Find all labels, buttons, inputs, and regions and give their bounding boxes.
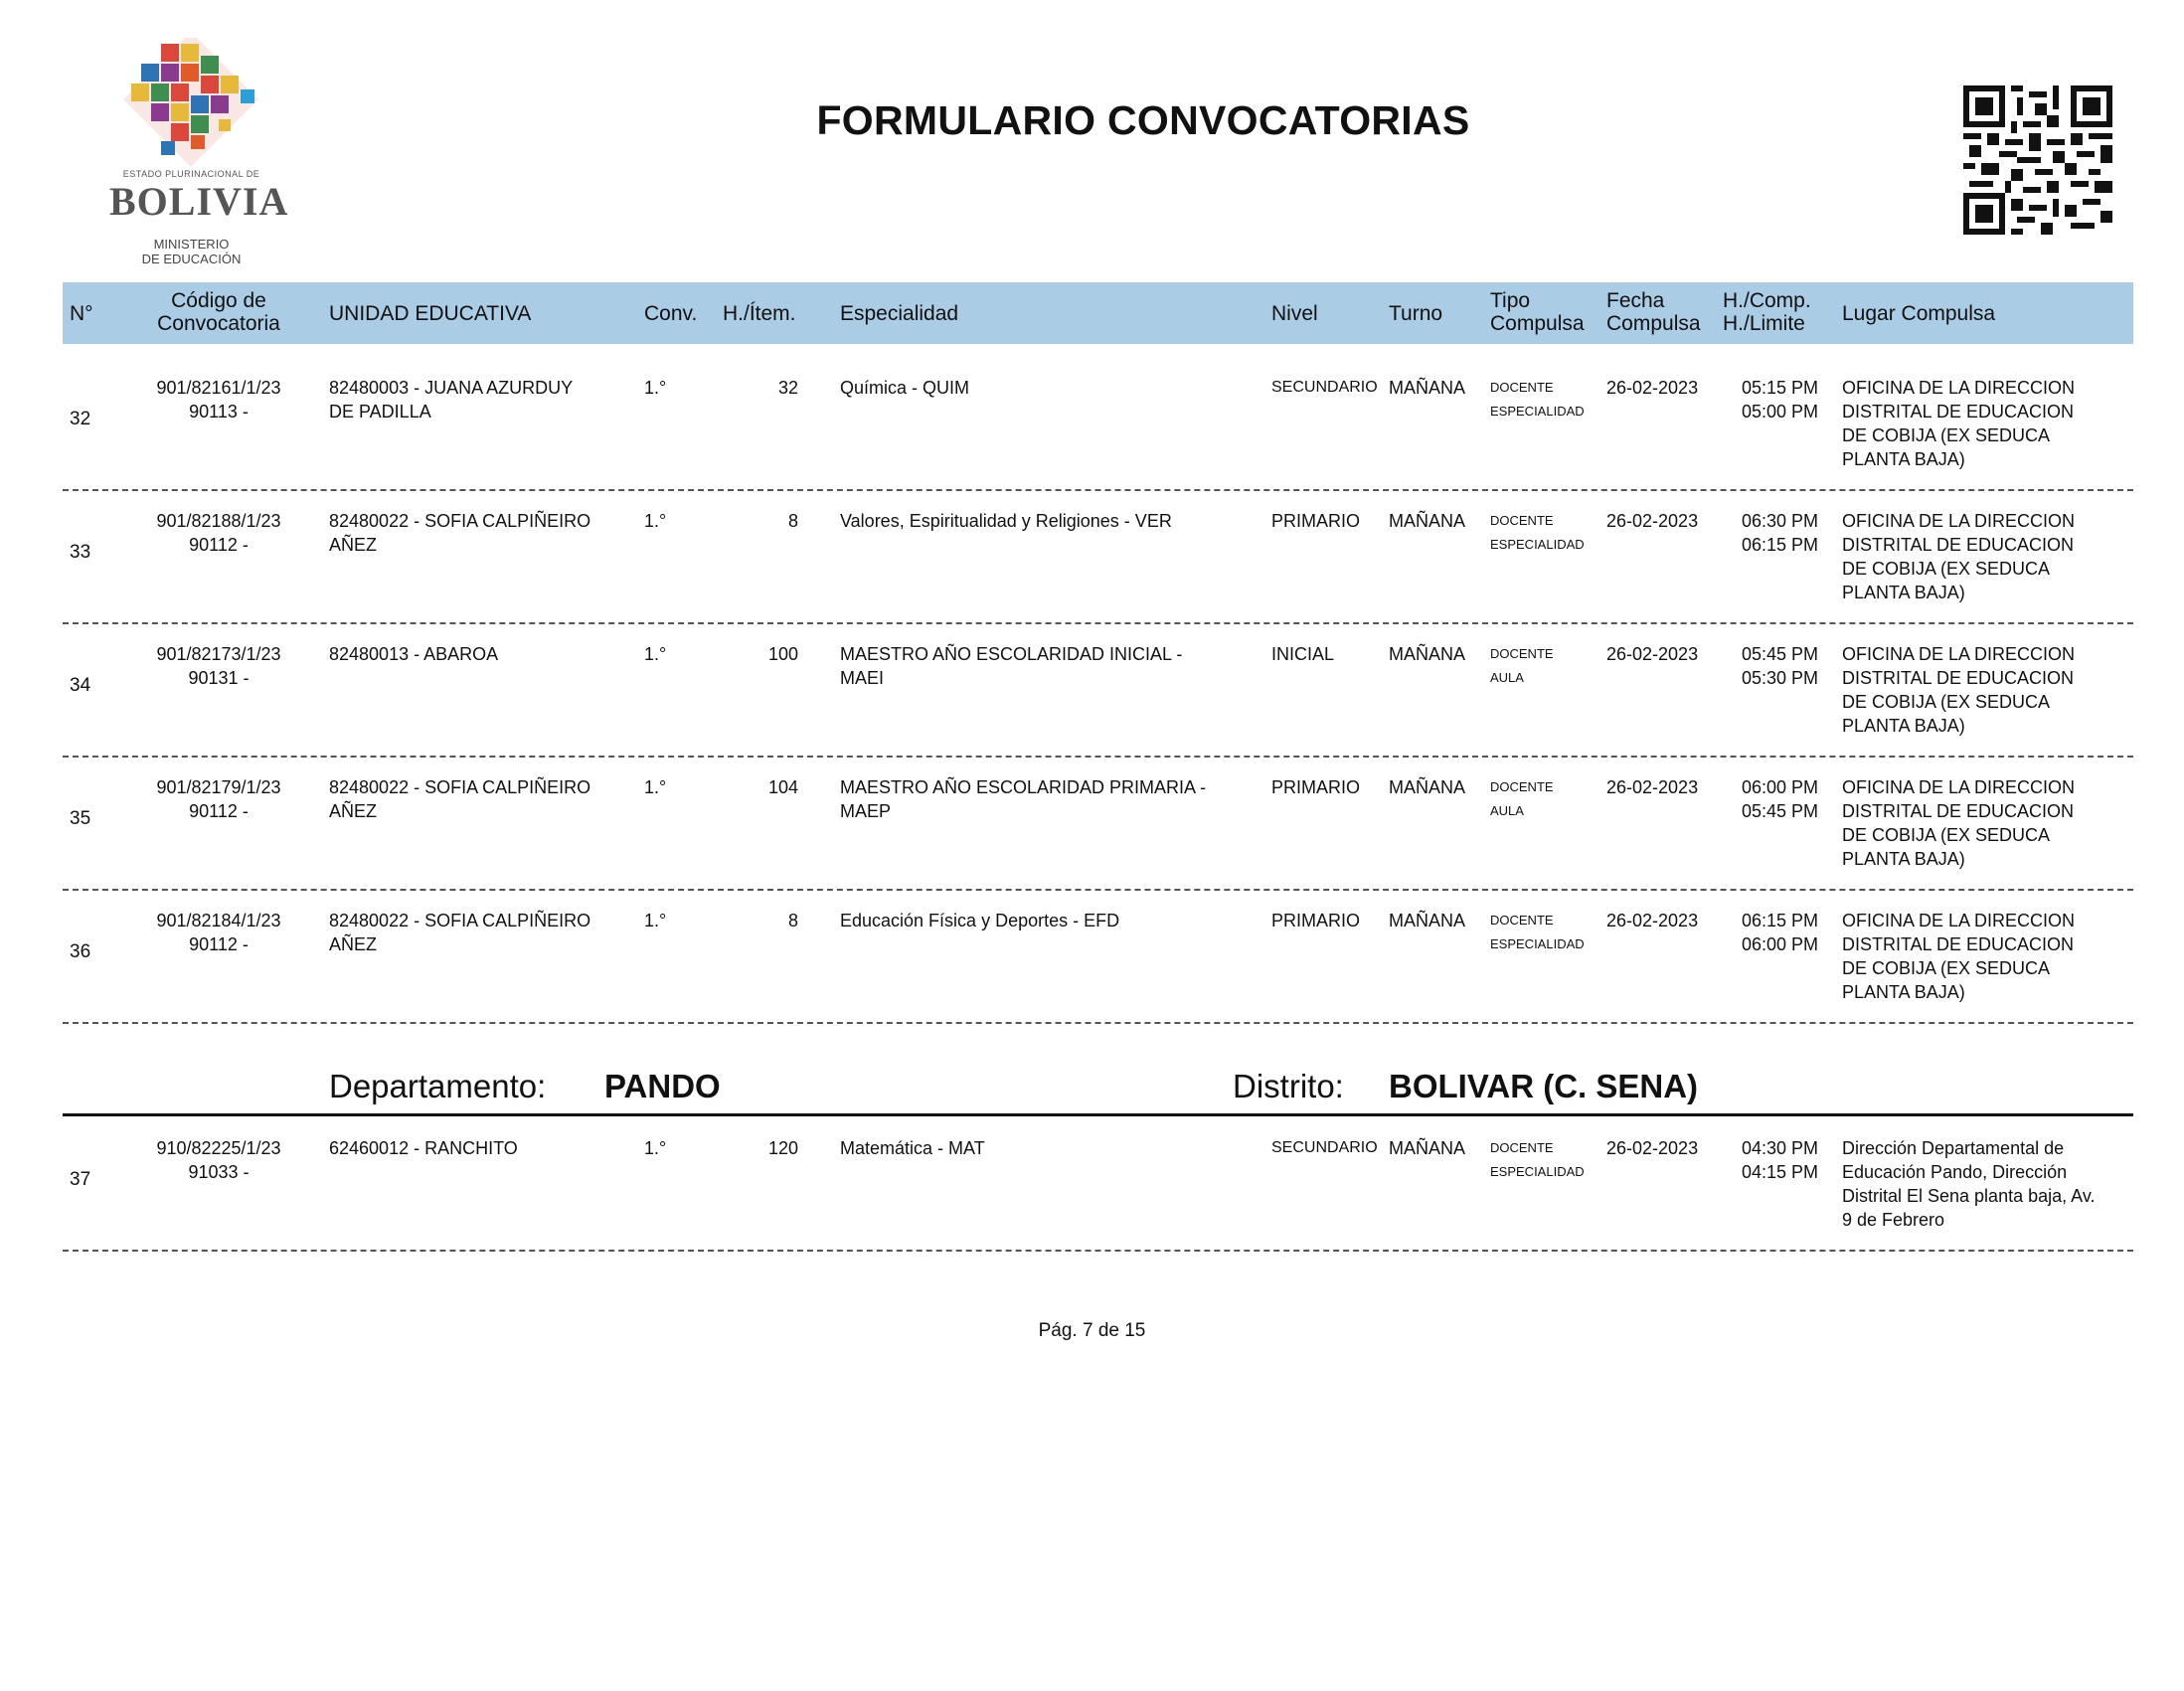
row-lugar-line: OFICINA DE LA DIRECCION (1842, 644, 2076, 664)
row-especialidad-line1: Valores, Espiritualidad y Religiones - VER (840, 511, 1172, 531)
row-hitem: 8 (787, 511, 798, 531)
column-header-fecha-line2: Compulsa (1606, 312, 1701, 335)
row-lugar-line: OFICINA DE LA DIRECCION (1842, 511, 2076, 531)
row-especialidad-line2: MAEI (840, 668, 885, 688)
row-tipo-line2: AULA (1490, 803, 1524, 818)
row-unidad (329, 376, 627, 423)
column-header-especialidad: Especialidad (840, 302, 959, 325)
bolivia-emblem-icon (109, 38, 273, 167)
row-codigo (149, 909, 288, 956)
row-nivel: PRIMARIO (1271, 777, 1361, 797)
department-section-header (63, 1064, 2133, 1116)
column-header-nivel: Nivel (1271, 302, 1318, 325)
row-turno: MAÑANA (1389, 777, 1466, 797)
row-nivel: SECUNDARIO (1271, 379, 1378, 396)
row-tipo-line1: DOCENTE (1490, 380, 1554, 395)
row-tipo (1490, 376, 1585, 423)
row-hora (1711, 1136, 1818, 1184)
row-unidad-line1: 82480022 - SOFIA CALPIÑEIRO (329, 777, 591, 797)
column-header-num: N° (70, 302, 93, 325)
row-especialidad-line1: Matemática - MAT (840, 1138, 985, 1158)
row-hora-comp: 05:45 PM (1741, 644, 1818, 664)
row-conv: 1.° (644, 777, 667, 797)
row-unidad (329, 509, 627, 557)
row-lugar-line: DISTRITAL DE EDUCACION (1842, 535, 2075, 555)
table-row (63, 356, 2133, 491)
row-codigo (149, 775, 288, 823)
row-especialidad-line1: Química - QUIM (840, 378, 970, 398)
row-tipo-line1: DOCENTE (1490, 513, 1554, 528)
column-header-tipo-line1: Tipo (1490, 289, 1531, 312)
column-header-unidad: UNIDAD EDUCATIVA (329, 302, 532, 325)
row-codigo (149, 376, 288, 423)
row-especialidad-line1: MAESTRO AÑO ESCOLARIDAD PRIMARIA - (840, 777, 1207, 797)
table-row (63, 1116, 2133, 1252)
row-hora (1711, 909, 1818, 956)
row-lugar-line: DE COBIJA (EX SEDUCA (1842, 559, 2051, 579)
logo-caption-ministry-line1: MINISTERIO (153, 237, 230, 252)
row-unidad-line1: 82480022 - SOFIA CALPIÑEIRO (329, 511, 591, 531)
row-hitem: 8 (787, 911, 798, 930)
row-tipo-line1: DOCENTE (1490, 779, 1554, 794)
row-especialidad (840, 1136, 1258, 1160)
row-hora-limite: 05:00 PM (1741, 402, 1818, 422)
column-header-turno: Turno (1389, 302, 1443, 325)
row-number: 32 (70, 409, 91, 429)
row-codigo-line2: 90112 - (189, 934, 249, 954)
row-lugar-line: OFICINA DE LA DIRECCION (1842, 777, 2076, 797)
table-row (63, 756, 2133, 891)
row-lugar-line: Educación Pando, Dirección (1842, 1162, 2068, 1182)
row-lugar-line: PLANTA BAJA) (1842, 982, 1965, 1002)
row-especialidad (840, 642, 1258, 690)
row-number: 34 (70, 675, 91, 696)
row-unidad-line2: DE PADILLA (329, 402, 431, 422)
row-fecha: 26-02-2023 (1606, 644, 1699, 664)
row-conv: 1.° (644, 511, 667, 531)
row-lugar-line: 9 de Febrero (1842, 1210, 1945, 1230)
column-header-tipo-line2: Compulsa (1490, 312, 1585, 335)
column-header-codigo-line1: Código de (171, 289, 266, 312)
row-tipo (1490, 909, 1585, 956)
row-number: 37 (70, 1169, 91, 1190)
row-hora-limite: 05:30 PM (1741, 668, 1818, 688)
row-lugar (1842, 775, 2140, 871)
row-unidad-line2: AÑEZ (329, 535, 378, 555)
row-hora-comp: 06:15 PM (1741, 911, 1818, 930)
row-codigo-line2: 90112 - (189, 535, 249, 555)
row-unidad-line2: AÑEZ (329, 934, 378, 954)
column-header-codigo (149, 289, 288, 335)
column-header-codigo-line2: Convocatoria (157, 312, 280, 335)
row-fecha: 26-02-2023 (1606, 911, 1699, 930)
row-lugar-line: OFICINA DE LA DIRECCION (1842, 911, 2076, 930)
row-hora (1711, 775, 1818, 823)
qr-code-icon (1963, 85, 2112, 235)
row-lugar-line: Distrital El Sena planta baja, Av. (1842, 1186, 2096, 1206)
row-lugar-line: PLANTA BAJA) (1842, 449, 1965, 469)
row-hora-limite: 06:00 PM (1741, 934, 1818, 954)
row-hora (1711, 376, 1818, 423)
row-number: 35 (70, 808, 91, 829)
logo-caption-country: BOLIVIA (109, 179, 289, 224)
row-unidad-line1: 82480013 - ABAROA (329, 644, 499, 664)
row-lugar (1842, 909, 2140, 1004)
row-codigo (149, 509, 288, 557)
ministry-logo (109, 38, 289, 271)
row-fecha: 26-02-2023 (1606, 511, 1699, 531)
row-hitem: 120 (767, 1138, 798, 1158)
row-lugar-line: PLANTA BAJA) (1842, 849, 1965, 869)
row-fecha: 26-02-2023 (1606, 1138, 1699, 1158)
row-turno: MAÑANA (1389, 644, 1466, 664)
row-hora-comp: 04:30 PM (1741, 1138, 1818, 1158)
row-codigo-line1: 901/82161/1/23 (156, 378, 281, 398)
row-tipo-line2: ESPECIALIDAD (1490, 404, 1585, 419)
district-label: Distrito: (1233, 1068, 1344, 1104)
row-hora-comp: 06:30 PM (1741, 511, 1818, 531)
row-lugar (1842, 642, 2140, 738)
logo-caption-ministry-line2: DE EDUCACIÓN (141, 252, 242, 266)
row-turno: MAÑANA (1389, 378, 1466, 398)
row-fecha: 26-02-2023 (1606, 378, 1699, 398)
row-fecha: 26-02-2023 (1606, 777, 1699, 797)
row-tipo (1490, 1136, 1585, 1184)
row-hora-limite: 06:15 PM (1741, 535, 1818, 555)
row-codigo (149, 642, 288, 690)
row-hitem: 32 (777, 378, 798, 398)
row-unidad (329, 1136, 627, 1160)
table-row (63, 889, 2133, 1024)
table-row (63, 489, 2133, 624)
row-unidad-line1: 62460012 - RANCHITO (329, 1138, 518, 1158)
column-header-tipo (1490, 289, 1585, 335)
row-codigo-line1: 901/82184/1/23 (156, 911, 281, 930)
page-title: FORMULARIO CONVOCATORIAS (816, 97, 1470, 143)
row-lugar-line: Dirección Departamental de (1842, 1138, 2065, 1158)
row-hitem: 100 (767, 644, 798, 664)
table-header (63, 282, 2133, 344)
row-nivel: SECUNDARIO (1271, 1139, 1378, 1156)
row-hitem: 104 (767, 777, 798, 797)
row-codigo-line1: 901/82173/1/23 (156, 644, 281, 664)
row-codigo-line1: 901/82179/1/23 (156, 777, 281, 797)
row-conv: 1.° (644, 1138, 667, 1158)
column-header-lugar: Lugar Compulsa (1842, 302, 1996, 325)
row-conv: 1.° (644, 644, 667, 664)
row-codigo (149, 1136, 288, 1184)
row-especialidad-line1: Educación Física y Deportes - EFD (840, 911, 1120, 930)
row-hora-comp: 05:15 PM (1741, 378, 1818, 398)
row-tipo-line1: DOCENTE (1490, 913, 1554, 928)
column-header-hora (1723, 289, 1811, 335)
column-header-fecha (1606, 289, 1701, 335)
row-lugar-line: DISTRITAL DE EDUCACION (1842, 934, 2075, 954)
row-tipo-line2: ESPECIALIDAD (1490, 936, 1585, 951)
row-unidad-line1: 82480022 - SOFIA CALPIÑEIRO (329, 911, 591, 930)
row-unidad-line2: AÑEZ (329, 801, 378, 821)
row-conv: 1.° (644, 378, 667, 398)
row-lugar-line: DE COBIJA (EX SEDUCA (1842, 692, 2051, 712)
row-lugar-line: DE COBIJA (EX SEDUCA (1842, 425, 2051, 445)
row-lugar (1842, 1136, 2140, 1232)
row-hora-limite: 04:15 PM (1741, 1162, 1818, 1182)
row-codigo-line2: 90131 - (188, 668, 250, 688)
row-especialidad (840, 909, 1258, 932)
row-lugar-line: OFICINA DE LA DIRECCION (1842, 378, 2076, 398)
row-tipo-line1: DOCENTE (1490, 646, 1554, 661)
row-lugar-line: DISTRITAL DE EDUCACION (1842, 801, 2075, 821)
row-hora-limite: 05:45 PM (1741, 801, 1818, 821)
district-value: BOLIVAR (C. SENA) (1389, 1068, 1699, 1104)
column-header-hora-line2: H./Limite (1723, 312, 1805, 335)
row-lugar-line: DISTRITAL DE EDUCACION (1842, 402, 2075, 422)
row-lugar-line: PLANTA BAJA) (1842, 716, 1965, 736)
row-tipo-line2: ESPECIALIDAD (1490, 1164, 1585, 1179)
row-lugar (1842, 376, 2140, 471)
row-codigo-line1: 910/82225/1/23 (156, 1138, 281, 1158)
row-tipo-line2: AULA (1490, 670, 1524, 685)
row-tipo (1490, 775, 1554, 823)
row-especialidad (840, 775, 1258, 823)
row-unidad (329, 909, 627, 956)
department-value: PANDO (604, 1068, 721, 1104)
row-codigo-line2: 90112 - (189, 801, 249, 821)
row-tipo (1490, 642, 1554, 690)
row-nivel: INICIAL (1271, 644, 1335, 664)
row-nivel: PRIMARIO (1271, 911, 1361, 930)
department-label: Departamento: (329, 1068, 547, 1104)
column-header-fecha-line1: Fecha (1606, 289, 1665, 312)
row-unidad (329, 642, 627, 666)
row-especialidad (840, 376, 1258, 400)
row-hora (1711, 509, 1818, 557)
row-hora-comp: 06:00 PM (1741, 777, 1818, 797)
row-lugar-line: DE COBIJA (EX SEDUCA (1842, 958, 2051, 978)
row-tipo-line2: ESPECIALIDAD (1490, 537, 1585, 552)
logo-caption-ministry (109, 237, 273, 266)
row-especialidad (840, 509, 1258, 533)
row-number: 36 (70, 941, 91, 962)
row-hora (1711, 642, 1818, 690)
row-turno: MAÑANA (1389, 1138, 1466, 1158)
row-codigo-line1: 901/82188/1/23 (156, 511, 281, 531)
row-especialidad-line2: MAEP (840, 801, 892, 821)
row-codigo-line2: 90113 - (189, 402, 249, 422)
row-nivel: PRIMARIO (1271, 511, 1361, 531)
row-tipo-line1: DOCENTE (1490, 1140, 1554, 1155)
column-header-hora-line1: H./Comp. (1723, 289, 1811, 312)
row-tipo (1490, 509, 1585, 557)
row-codigo-line2: 91033 - (188, 1162, 250, 1182)
row-lugar-line: PLANTA BAJA) (1842, 583, 1965, 602)
row-lugar-line: DE COBIJA (EX SEDUCA (1842, 825, 2051, 845)
row-conv: 1.° (644, 911, 667, 930)
table-row (63, 622, 2133, 758)
row-number: 33 (70, 542, 91, 563)
row-unidad (329, 775, 627, 823)
row-turno: MAÑANA (1389, 911, 1466, 930)
logo-caption-state: ESTADO PLURINACIONAL DE (122, 169, 260, 179)
column-header-hitem: H./Ítem. (723, 302, 796, 325)
row-lugar-line: DISTRITAL DE EDUCACION (1842, 668, 2075, 688)
row-especialidad-line1: MAESTRO AÑO ESCOLARIDAD INICIAL - (840, 644, 1183, 664)
column-header-conv: Conv. (644, 302, 698, 325)
row-unidad-line1: 82480003 - JUANA AZURDUY (329, 378, 574, 398)
page-number: Pág. 7 de 15 (1038, 1320, 1146, 1341)
row-turno: MAÑANA (1389, 511, 1466, 531)
row-lugar (1842, 509, 2140, 604)
